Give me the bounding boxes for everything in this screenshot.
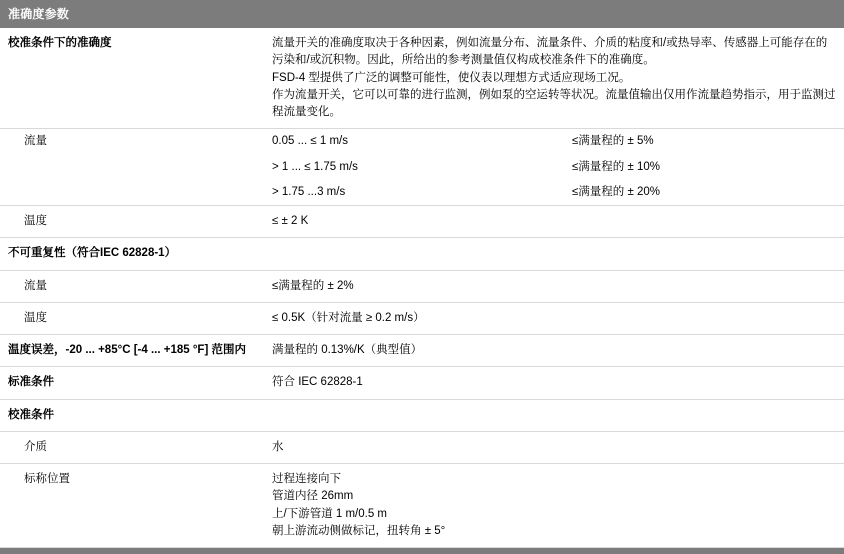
repeatability-temperature-label: 温度 [0,302,264,334]
repeatability-label: 不可重复性（符合IEC 62828-1） [0,238,264,270]
row-temperature-error [0,335,844,367]
row-flow-range-1 [0,129,844,155]
repeatability-flow-label: 流量 [0,270,264,302]
flow-range-2: > 1 ... ≤ 1.75 m/s [272,160,358,173]
nominal-position-label: 标称位置 [0,464,264,548]
accuracy-paragraph-2: FSD-4 型提供了广泛的调整可能性，使仪表以理想方式适应现场工况。 [272,71,631,84]
nominal-position-value [264,464,844,548]
nominal-position-line-2: 管道内径 26mm [272,490,354,503]
flow-range-1: 0.05 ... ≤ 1 m/s [272,135,348,148]
row-repeatability-temperature [0,302,844,334]
calibration-conditions-label: 校准条件 [0,399,264,431]
flow-range-3: > 1.75 ...3 m/s [264,180,564,206]
row-accuracy-calibration [0,28,844,129]
flow-label: 流量 [0,129,264,206]
medium-label: 介质 [0,431,264,463]
row-nominal-position [0,464,844,548]
temperature-error-label: 温度误差，-20 ... +85°C [-4 ... +185 °F] 范围内 [0,335,264,367]
flow-accuracy-1: ≤满量程的 ± 5% [572,135,654,148]
repeatability-value [264,238,844,270]
nominal-position-line-3: 上/下游管道 1 m/0.5 m [272,507,388,520]
accuracy-paragraph-1: 流量开关的准确度取决于各种因素，例如流量分布、流量条件、介质的粘度和/或热导率、传感器上可能存在的污染和/或沉积物。因此，所给出的参考测量值仅构成校准条件下的准确度。 [272,37,828,67]
footer-bar [0,548,844,554]
flow-accuracy-3: ≤满量程的 ± 20% [564,180,844,206]
repeatability-flow-value: ≤满量程的 ± 2% [264,270,844,302]
flow-accuracy-2: ≤满量程的 ± 10% [572,160,661,173]
temperature-label: 温度 [0,206,264,238]
row-medium [0,431,844,463]
accuracy-description [264,28,844,129]
temperature-value: ≤ ± 2 K [264,206,844,238]
table-header-row [0,0,844,28]
temperature-error-value: 满量程的 0.13%/K（典型值） [264,335,844,367]
calibration-conditions-value [264,399,844,431]
row-calibration-conditions [0,399,844,431]
standard-conditions-label: 标准条件 [0,367,264,399]
medium-value: 水 [264,431,844,463]
table-title: 准确度参数 [0,0,844,28]
row-repeatability [0,238,844,270]
repeatability-temperature-value: ≤ 0.5K（针对流量 ≥ 0.2 m/s） [264,302,844,334]
nominal-position-line-1: 过程连接向下 [272,473,341,485]
accuracy-label: 校准条件下的准确度 [0,28,264,129]
row-temperature [0,206,844,238]
nominal-position-line-4: 朝上游流动侧做标记，扭转角 ± 5° [272,524,446,537]
row-repeatability-flow [0,270,844,302]
accuracy-paragraph-3: 作为流量开关，它可以可靠的进行监测，例如泵的空运转等状况。流量值输出仅用作流量趋势指示，用于监测过程流量变化。 [272,88,836,118]
standard-conditions-value: 符合 IEC 62828-1 [264,367,844,399]
row-standard-conditions [0,367,844,399]
